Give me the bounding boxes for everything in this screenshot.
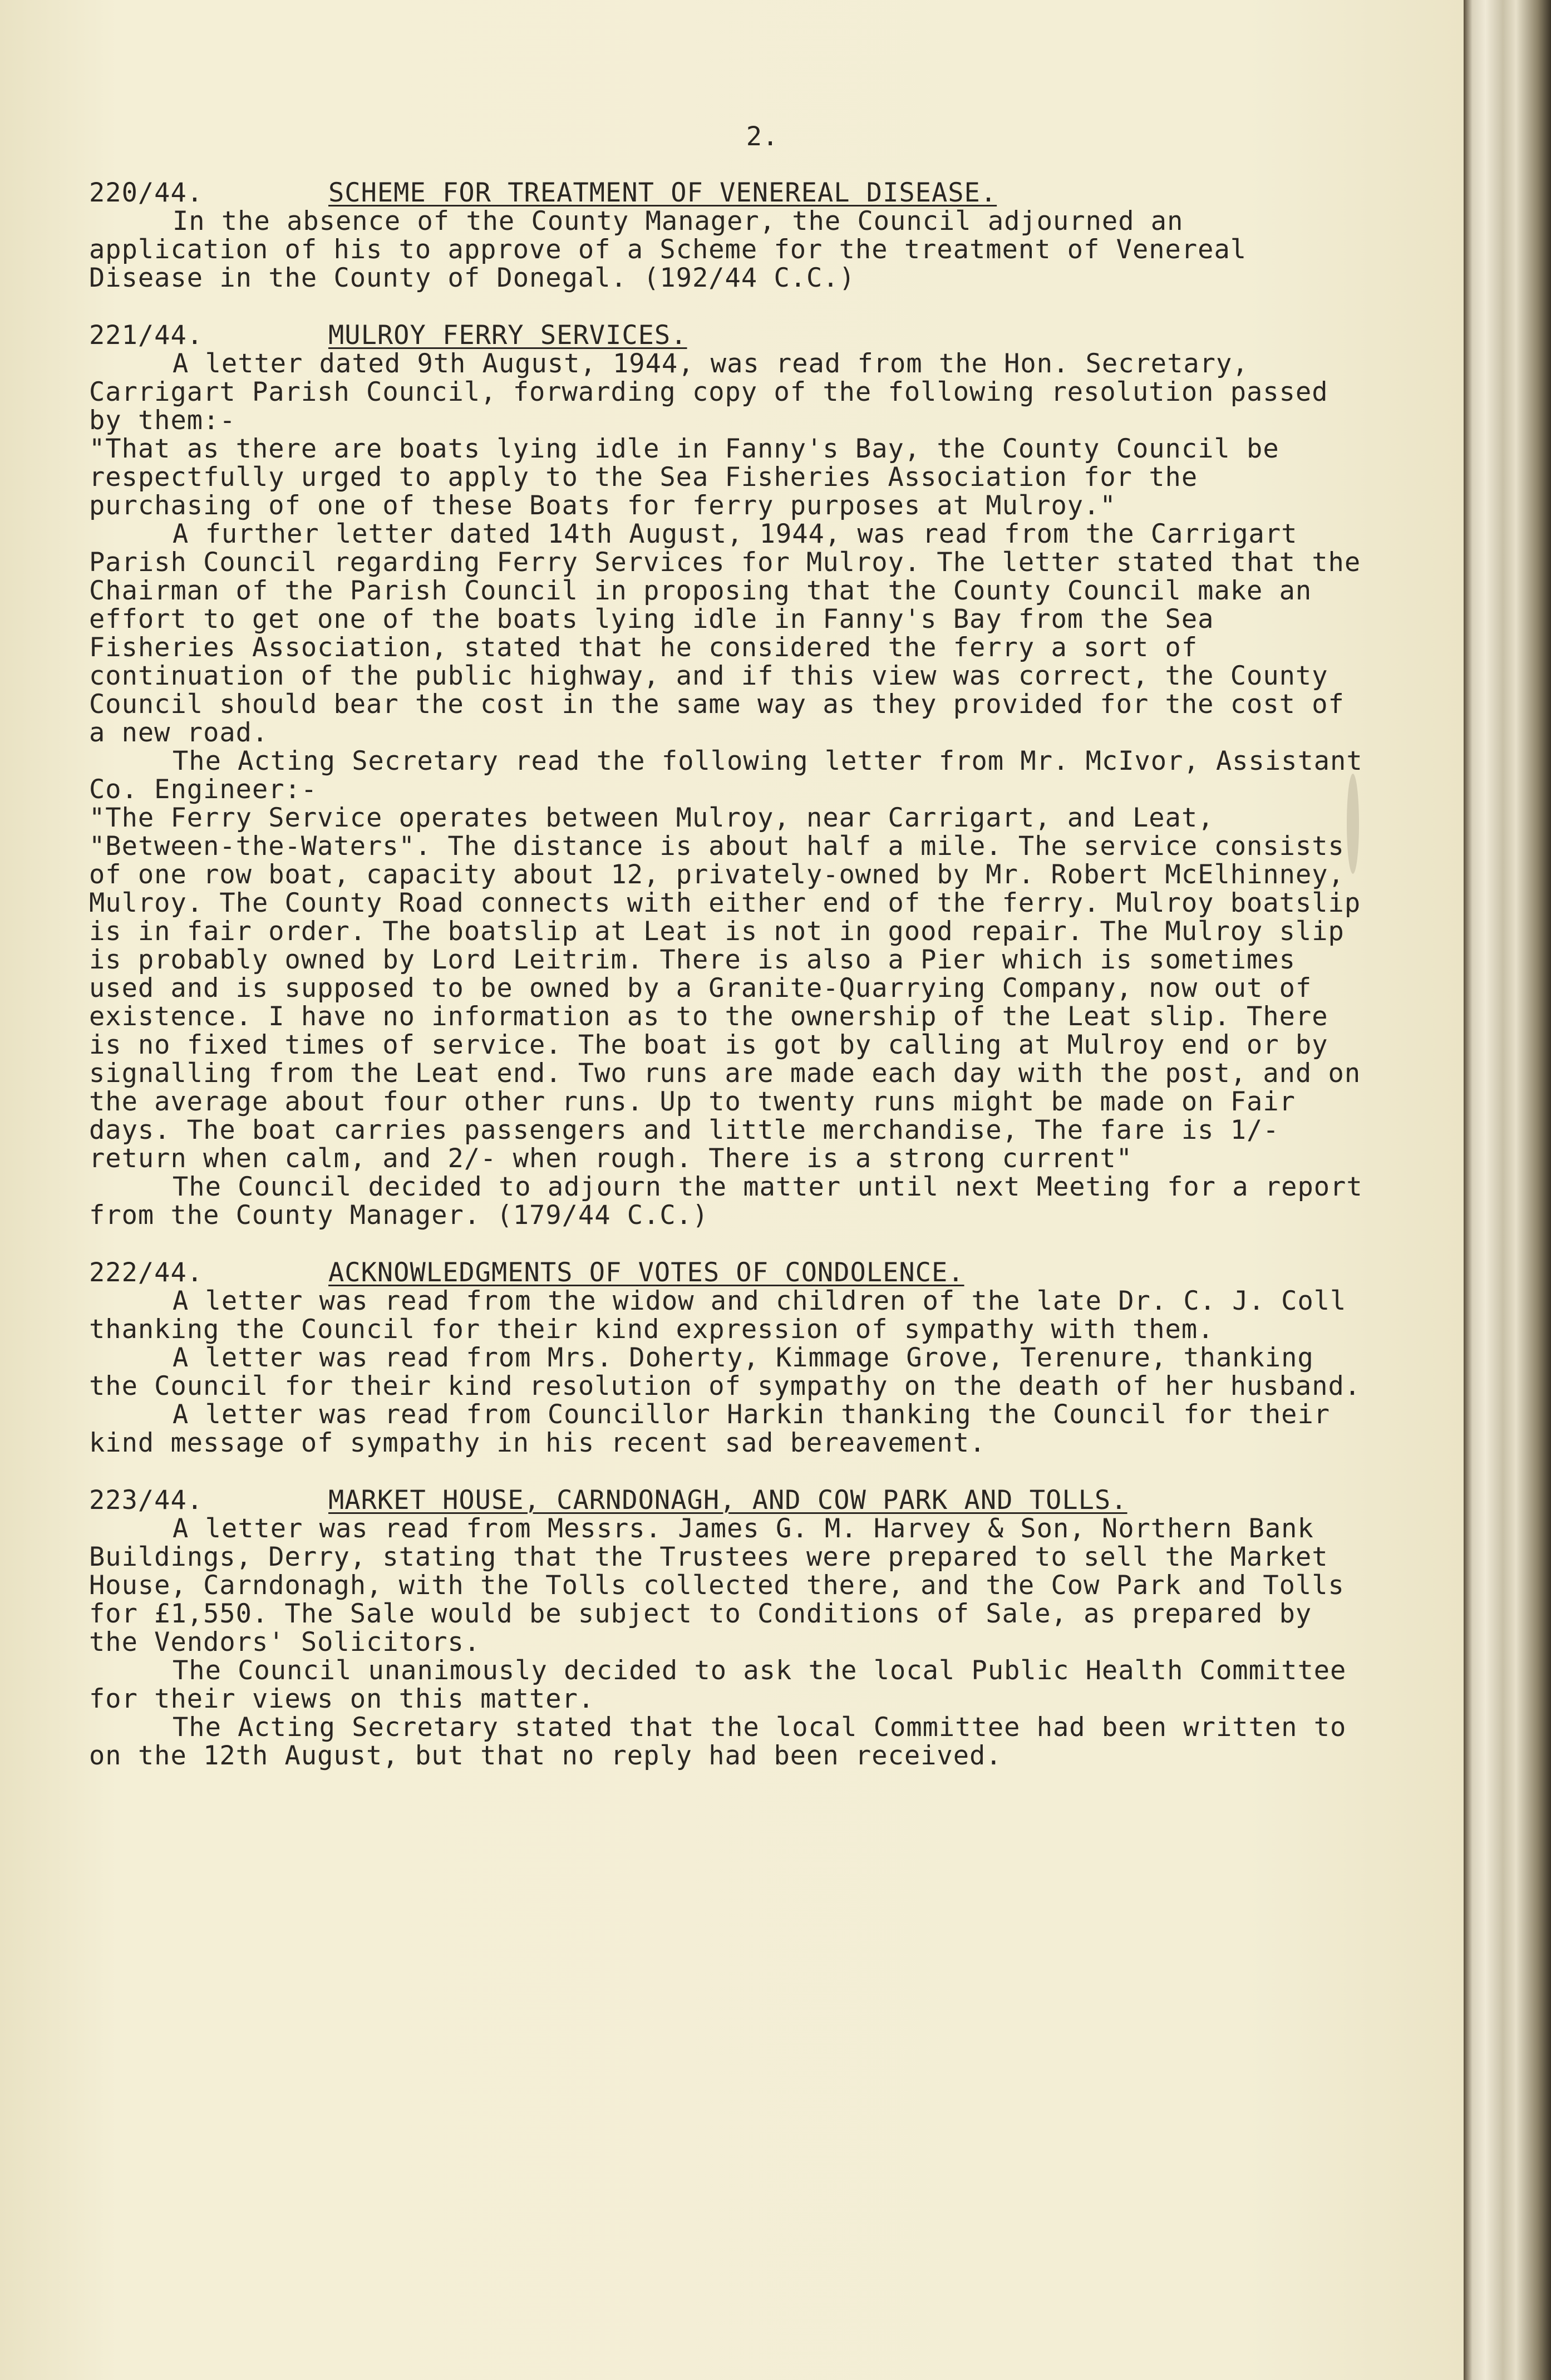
section-heading	[89, 321, 1369, 350]
paragraph: A letter was read from Councillor Harkin thanking the Council for their kind message of sympathy in his recent sad bereavement.	[89, 1399, 1331, 1458]
page-number: 2.	[746, 121, 779, 152]
minute-number: 221/44.	[89, 320, 204, 351]
paragraph: In the absence of the County Manager, the Council adjourned an application of his to approve of a Scheme for the treatment of Venereal Disease in the County of Donegal. (192/44 C.C.)	[89, 206, 1247, 293]
engineer-letter-quote: "The Ferry Service operates between Mulroy, near Carrigart, and Leat, "Between-the-Waters". The distance is about half a mile. The service consists of one row boat, capacity about 12, privately-owned by Mr. Robert McElhinney, Mulroy. The County Road connects with either end of the ferry. Mulroy boatslip is in fair order. The boatslip at Leat is not in good repair. The Mulroy slip is probably owned by Lord Leitrim. There is also a Pier which is sometimes used and is supposed to be owned by a Granite-Quarrying Company, now out of existence. I have no information as to the ownership of the Leat slip. There is no fixed times of service. The boat is got by calling at Mulroy end or by signalling from the Leat end. Two runs are made each day with the post, and on the average about four other runs. Up to twenty runs might be made on Fair days. The boat carries passengers and little merchandise, The fare is 1/- return when calm, and 2/- when rough. There is a strong current"	[89, 803, 1361, 1174]
paragraph: A letter dated 9th August, 1944, was read from the Hon. Secretary, Carrigart Parish Council, forwarding copy of the following resolution passed by them:-	[89, 348, 1328, 436]
minute-title: MULROY FERRY SERVICES.	[328, 320, 687, 351]
paragraph: The Acting Secretary read the following letter from Mr. McIvor, Assistant Co. Engineer:-	[89, 746, 1363, 805]
section-heading	[89, 1258, 1369, 1287]
minute-222-44	[89, 1258, 1369, 1457]
minute-number: 223/44.	[89, 1485, 204, 1516]
ink-smudge	[1347, 774, 1359, 874]
paragraph: The Council decided to adjourn the matter until next Meeting for a report from the County Manager. (179/44 C.C.)	[89, 1172, 1363, 1231]
book-binding-edge	[1464, 0, 1551, 2380]
minute-title: MARKET HOUSE, CARNDONAGH, AND COW PARK AND TOLLS.	[328, 1485, 1127, 1516]
paragraph: A further letter dated 14th August, 1944, was read from the Carrigart Parish Council regarding Ferry Services for Mulroy. The letter stated that the Chairman of the Parish Council in proposing that the County Council make an effort to get one of the boats lying idle in Fanny's Bay from the Sea Fisheries Association, stated that he considered the ferry a sort of continuation of the public highway, and if this view was correct, the County Council should bear the cost in the same way as they provided for the cost of a new road.	[89, 519, 1361, 748]
minute-220-44	[89, 179, 1369, 292]
paragraph: The Acting Secretary stated that the local Committee had been written to on the 12th August, but that no reply had been received.	[89, 1712, 1347, 1771]
document-body	[89, 122, 1369, 1799]
minute-number: 220/44.	[89, 178, 204, 208]
resolution-quote: "That as there are boats lying idle in Fanny's Bay, the County Council be respectfully urged to apply to the Sea Fisheries Association for the purchasing of one of these Boats for ferry purposes at Mulroy."	[89, 434, 1279, 521]
paragraph: A letter was read from Messrs. James G. M. Harvey & Son, Northern Bank Buildings, Derry, stating that the Trustees were prepared to sell the Market House, Carndonagh, with the Tolls collected there, and the Cow Park and Tolls for £1,550. The Sale would be subject to Conditions of Sale, as prepared by the Vendors' Solicitors.	[89, 1513, 1345, 1658]
minute-number: 222/44.	[89, 1257, 204, 1288]
minute-title: ACKNOWLEDGMENTS OF VOTES OF CONDOLENCE.	[328, 1257, 964, 1288]
minute-223-44	[89, 1486, 1369, 1770]
section-heading	[89, 1486, 1369, 1514]
paragraph: A letter was read from Mrs. Doherty, Kimmage Grove, Terenure, thanking the Council for their kind resolution of sympathy on the death of her husband.	[89, 1343, 1361, 1402]
section-heading	[89, 179, 1369, 207]
paragraph: A letter was read from the widow and children of the late Dr. C. J. Coll thanking the Council for their kind expression of sympathy with them.	[89, 1286, 1347, 1345]
minute-title: SCHEME FOR TREATMENT OF VENEREAL DISEASE.	[328, 178, 997, 208]
paragraph: The Council unanimously decided to ask the local Public Health Committee for their views on this matter.	[89, 1655, 1347, 1714]
minute-221-44	[89, 321, 1369, 1230]
